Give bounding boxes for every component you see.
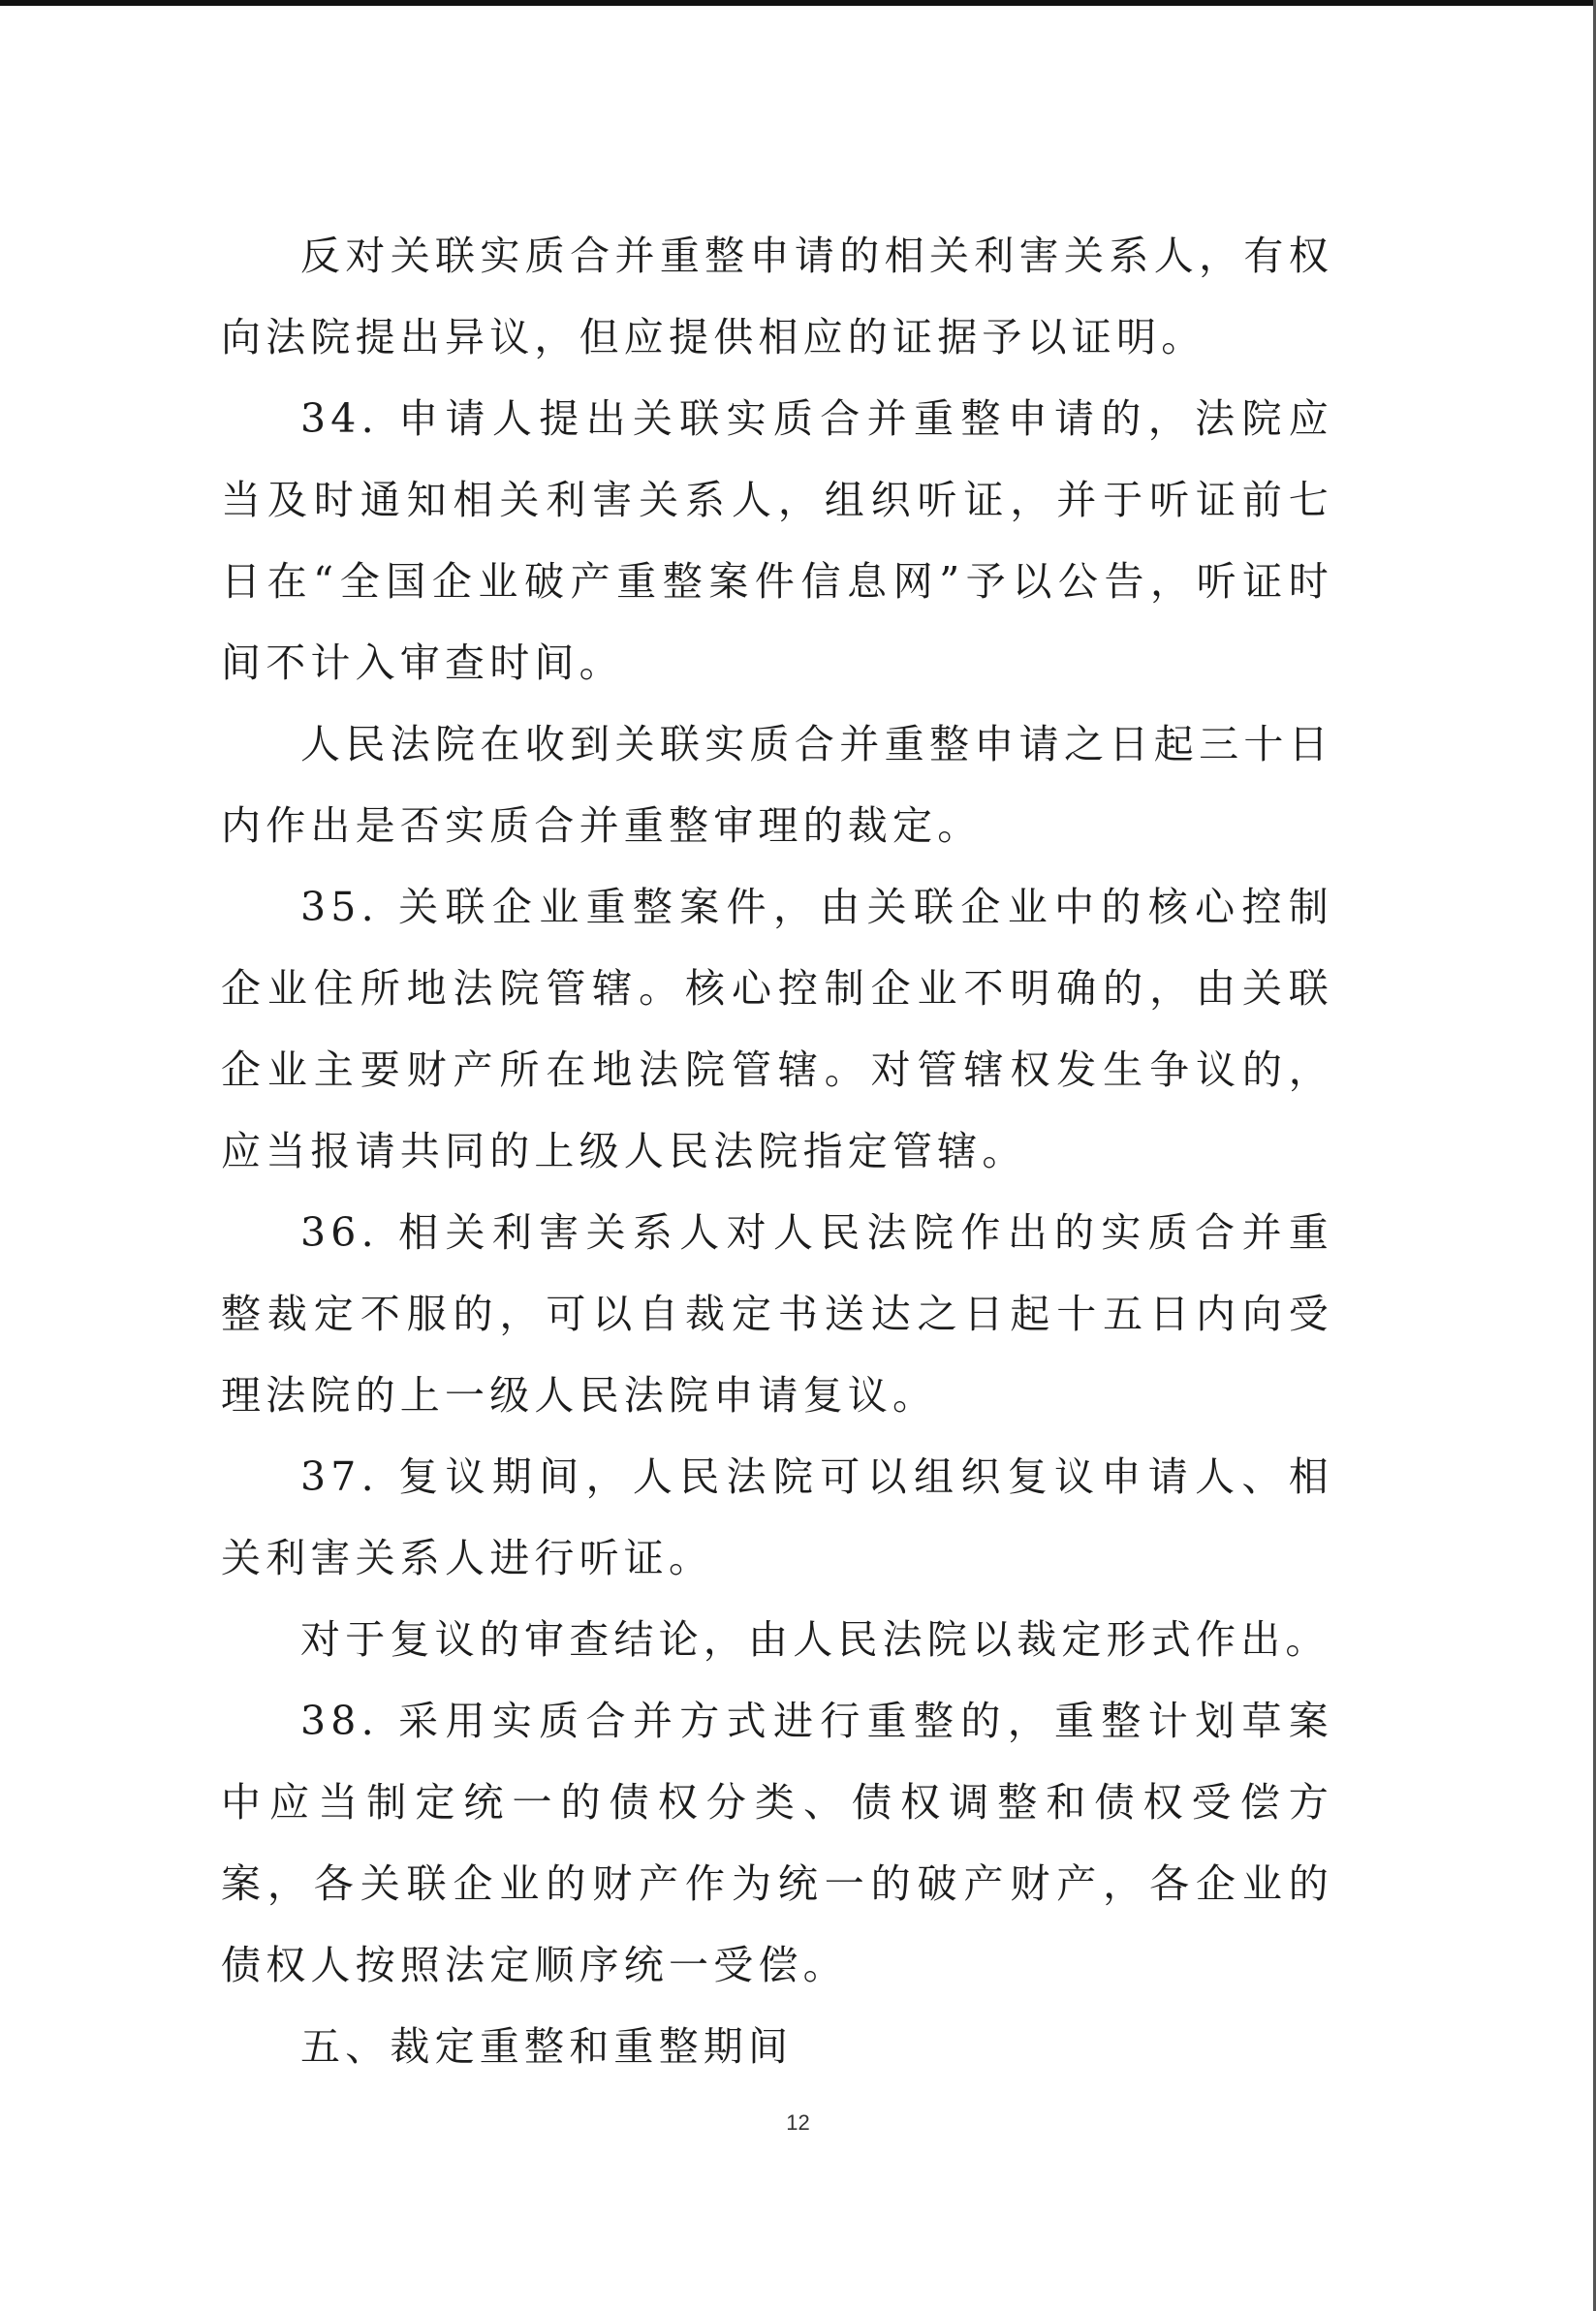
paragraph-article-36: 36. 相关利害关系人对人民法院作出的实质合并重整裁定不服的，可以自裁定书送达之日起十五日内向受理法院的上一级人民法院申请复议。 — [221, 1209, 1333, 1419]
scan-top-edge — [0, 0, 1596, 6]
paragraph-article-35: 35. 关联企业重整案件，由关联企业中的核心控制企业住所地法院管辖。核心控制企业不明确的，由关联企业主要财产所在地法院管辖。对管辖权发生争议的，应当报请共同的上级人民法院指定管辖。 — [221, 884, 1333, 1174]
paragraph-article-38: 38. 采用实质合并方式进行重整的，重整计划草案中应当制定统一的债权分类、债权调整和债权受偿方案，各关联企业的财产作为统一的破产财产，各企业的债权人按照法定顺序统一受偿。 — [221, 1698, 1333, 1988]
paragraph-article-34: 34. 申请人提出关联实质合并重整申请的，法院应当及时通知相关利害关系人，组织听证，并于听证前七日在“全国企业破产重整案件信息网”予以公告，听证时间不计入审查时间。 — [221, 395, 1333, 686]
paragraph-ruling-deadline: 人民法院在收到关联实质合并重整申请之日起三十日内作出是否实质合并重整审理的裁定。 — [221, 721, 1333, 849]
document-body — [221, 215, 1333, 2087]
paragraph-article-37: 37. 复议期间，人民法院可以组织复议申请人、相关利害关系人进行听证。 — [221, 1453, 1333, 1581]
paragraph-objection: 反对关联实质合并重整申请的相关利害关系人，有权向法院提出异议，但应提供相应的证据予以证明。 — [221, 233, 1333, 360]
page-number: 12 — [786, 2110, 810, 2135]
paragraph-review-conclusion: 对于复议的审查结论，由人民法院以裁定形式作出。 — [300, 1616, 1330, 1663]
section-heading: 五、裁定重整和重整期间 — [300, 2023, 794, 2070]
